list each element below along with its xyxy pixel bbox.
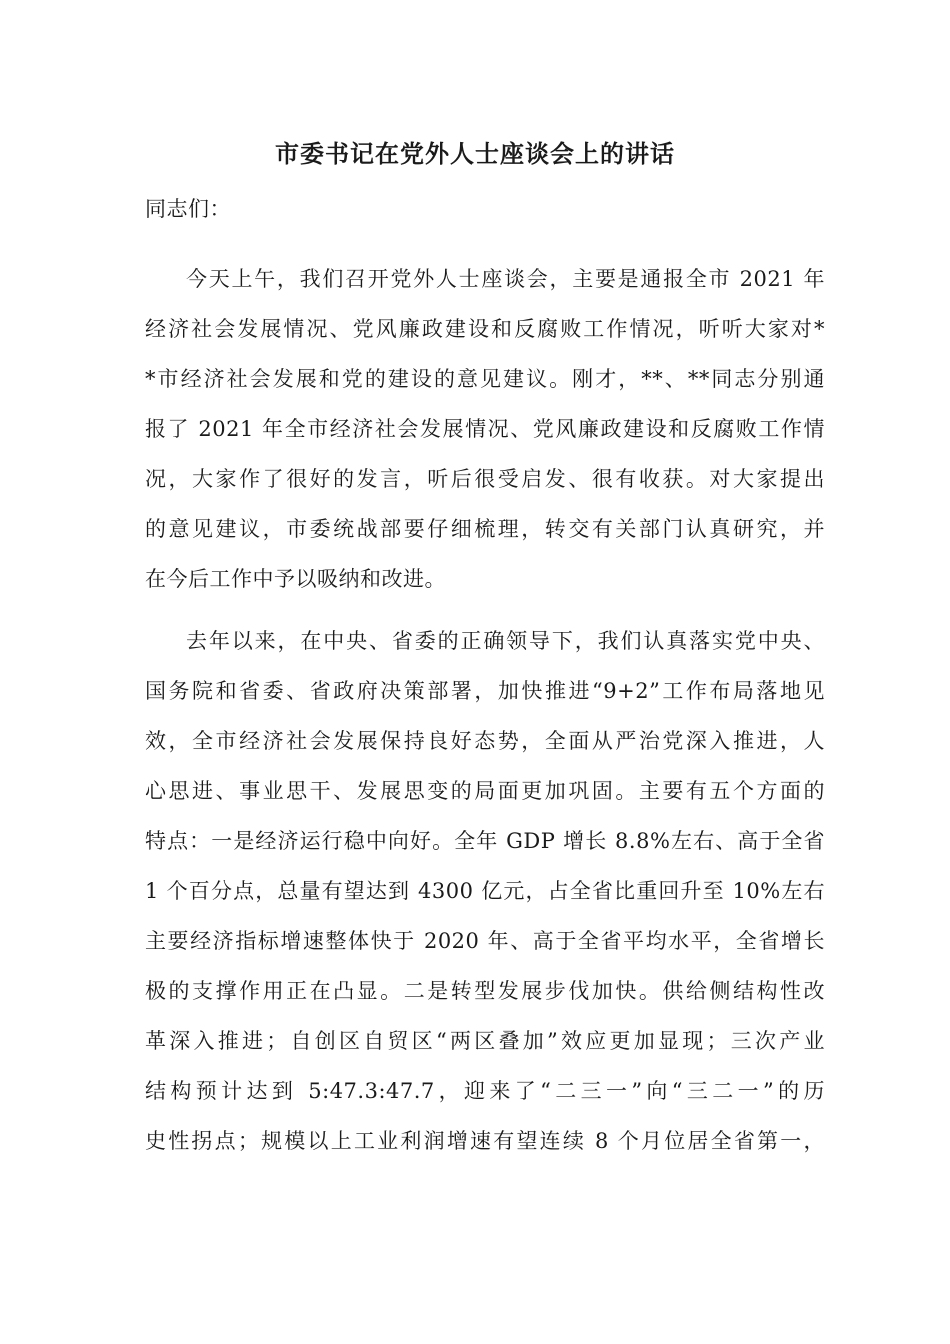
paragraph-1-line-5: 况，大家作了很好的发言，听后很受启发、很有收获。对大家提出 <box>145 467 825 491</box>
document-title: 市委书记在党外人士座谈会上的讲话 <box>275 139 675 168</box>
paragraph-2-line-11: 史性拐点；规模以上工业利润增速有望连续 8 个月位居全省第一， <box>145 1129 825 1153</box>
paragraph-2-line-10: 结构预计达到 5:47.3:47.7，迎来了“二三一”向“三二一”的历 <box>145 1079 825 1103</box>
paragraph-2-line-2: 国务院和省委、省政府决策部署，加快推进“9+2”工作布局落地见 <box>145 679 825 703</box>
paragraph-2-line-4: 心思进、事业思干、发展思变的局面更加巩固。主要有五个方面的 <box>145 779 825 803</box>
paragraph-1-line-4: 报了 2021 年全市经济社会发展情况、党风廉政建设和反腐败工作情 <box>145 417 825 441</box>
paragraph-2-line-7: 主要经济指标增速整体快于 2020 年、高于全省平均水平，全省增长 <box>145 929 825 953</box>
paragraph-2-line-1: 去年以来，在中央、省委的正确领导下，我们认真落实党中央、 <box>186 629 825 653</box>
paragraph-1-line-3: *市经济社会发展和党的建设的意见建议。刚才，**、**同志分别通 <box>145 367 825 391</box>
paragraph-1-line-7: 在今后工作中予以吸纳和改进。 <box>145 567 446 591</box>
paragraph-1-line-1: 今天上午，我们召开党外人士座谈会，主要是通报全市 2021 年 <box>186 267 825 291</box>
paragraph-1-line-2: 经济社会发展情况、党风廉政建设和反腐败工作情况，听听大家对* <box>145 317 825 341</box>
paragraph-2-line-9: 革深入推进；自创区自贸区“两区叠加”效应更加显现；三次产业 <box>145 1029 825 1053</box>
paragraph-1-line-6: 的意见建议，市委统战部要仔细梳理，转交有关部门认真研究，并 <box>145 517 825 541</box>
paragraph-2-line-5: 特点：一是经济运行稳中向好。全年 GDP 增长 8.8%左右、高于全省 <box>145 829 825 853</box>
paragraph-2-line-6: 1 个百分点，总量有望达到 4300 亿元，占全省比重回升至 10%左右 <box>145 879 825 903</box>
paragraph-2-line-8: 极的支撑作用正在凸显。二是转型发展步伐加快。供给侧结构性改 <box>145 979 825 1003</box>
paragraph-2-line-3: 效，全市经济社会发展保持良好态势，全面从严治党深入推进，人 <box>145 729 825 753</box>
salutation: 同志们： <box>145 197 231 221</box>
